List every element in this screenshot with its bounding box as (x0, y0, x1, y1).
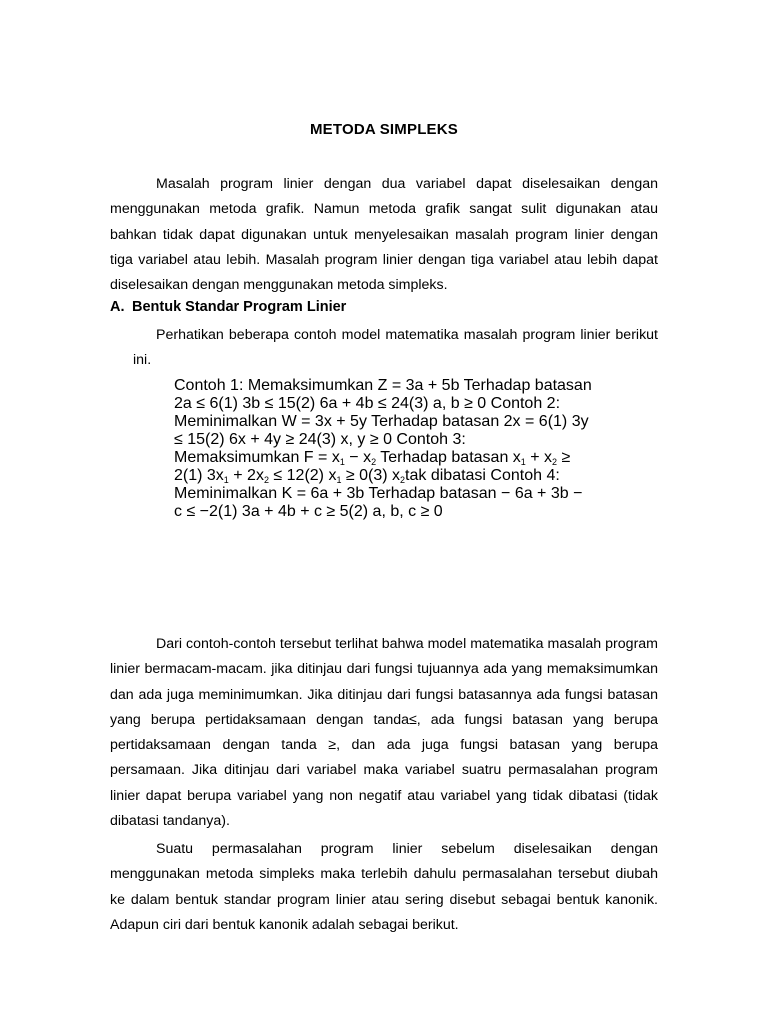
section-heading (110, 299, 346, 315)
paragraph-dari-contoh: Dari contoh-contoh tersebut terlihat bahwa model matematika masalah program linier bermacam-macam. jika ditinjau dari fungsi tujuannya ada yang memaksimumkan dan ada juga meminimumkan. Jika ditinjau dari fungsi batasannya ada fungsi batasan yang berupa pertidaksamaan dengan tanda≤, ada fungsi batasan yang berupa pertidaksamaan dengan tanda ≥, dan ada juga fungsi batasan yang berupa persamaan. Jika ditinjau dari variabel maka variabel suatru permasalahan program linier dapat berupa variabel yang non negatif atau variabel yang tidak dibatasi (tidak dibatasi tandanya). (110, 636, 658, 830)
paragraph-perhatikan: Perhatikan beberapa contoh model matematika masalah program linier berikut ini. (133, 327, 658, 369)
section-title: Bentuk Standar Program Linier (132, 299, 347, 315)
page-title: METODA SIMPLEKS (309, 121, 458, 138)
examples-table: Contoh 1: Memaksimumkan Z = 3a + 5b Terhadap batasan 2a ≤ 6(1) 3b ≤ 15(2) 6a + 4b ≤ 24(3) a, b ≥ 0 Contoh 2: Meminimalkan W = 3x + 5y Terhadap batasan 2x = 6(1) 3y ≤ 15(2) 6x + 4y ≥ 24(3) x, y ≥ 0 Contoh 3: Memaksimumkan $F = x_1 - x_2$ Terhadap batasan $x_1 + x_2 \ge 2(1) 3x_1 + 2x_2 \le 12(2) x_1 \ge 0(3)$ $x_2tak$ dibatasi Contoh 4: Meminimalkan K = 6a + 3b Terhadap batasan − 6a + 3b − c ≤ −2(1) 3a + 4b + c ≥ 5(2) a, b, c ≥ 0 (174, 377, 592, 520)
paragraph-intro: Masalah program linier dengan dua variabel dapat diselesaikan dengan menggunakan metoda grafik. Namun metoda grafik sangat sulit digunakan atau bahkan tidak dapat digunakan untuk menyelesaikan masalah program linier dengan tiga variabel atau lebih. Masalah program linier dengan tiga variabel atau lebih dapat diselesaikan dengan menggunakan metoda simpleks. (110, 176, 658, 294)
section-number: A. (110, 299, 125, 315)
paragraph-suatu: Suatu permasalahan program linier sebelum diselesaikan dengan menggunakan metoda simpleks maka terlebih dahulu permasalahan tersebut diubah ke dalam bentuk standar program linier atau sering disebut sebagai bentuk kanonik. Adapun ciri dari bentuk kanonik adalah sebagai berikut. (110, 841, 658, 933)
